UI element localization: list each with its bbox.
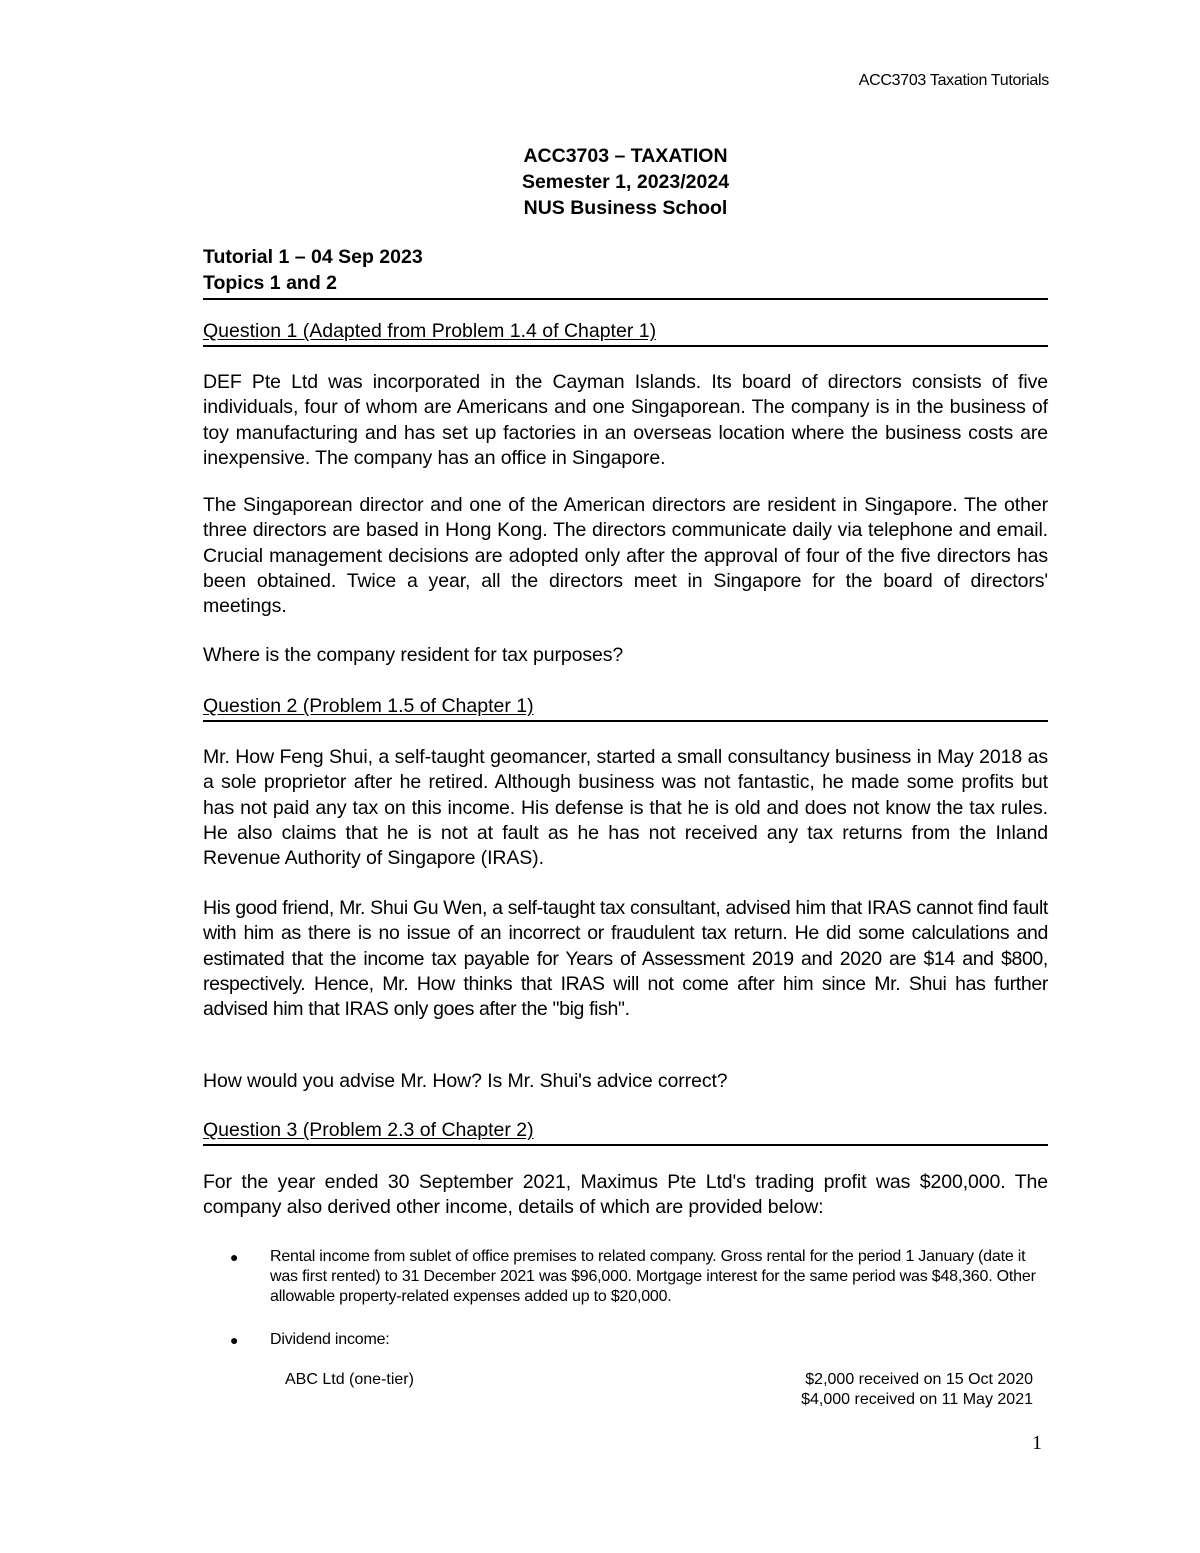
question-2-heading-text: Question 2 (Problem 1.5 of Chapter 1) [203, 695, 534, 717]
question-1-paragraph-2: The Singaporean director and one of the American directors are resident in Singapore. The other three directors are based in Hong Kong. The directors communicate daily via telephone and email. Crucial management decisions are adopted only after the approval of four of the five directors has been obtained. Twice a year, all the directors meet in Singapore for the board of directors' meetings. [203, 494, 1048, 618]
question-3-heading-text: Question 3 (Problem 2.3 of Chapter 2) [203, 1119, 534, 1141]
question-3-heading [203, 1118, 1048, 1146]
bullet-icon: ● [230, 1249, 239, 1265]
question-1-paragraph-1: DEF Pte Ltd was incorporated in the Cayman Islands. Its board of directors consists of five individuals, four of whom are Americans and one Singaporean. The company is in the business of toy manufacturing and has set up factories in an overseas location where the business costs are inexpensive. The company has an office in Singapore. [203, 371, 1048, 469]
running-header: ACC3703 Taxation Tutorials [858, 72, 1049, 89]
dividend-receipt-1: $2,000 received on 15 Oct 2020 [805, 1371, 1033, 1388]
tutorial-block [203, 244, 423, 296]
question-1-heading-text: Question 1 (Adapted from Problem 1.4 of Chapter 1) [203, 320, 657, 342]
page-number: 1 [1032, 1432, 1042, 1454]
dividend-payer: ABC Ltd (one-tier) [285, 1371, 414, 1388]
title-block [203, 143, 1048, 221]
question-2-paragraph-1: Mr. How Feng Shui, a self-taught geomancer, started a small consultancy business in May 2018 as a sole proprietor after he retired. Although business was not fantastic, he made some profits but has not paid any tax on this income. His defense is that he is old and does not know the tax rules. He also claims that he is not at fault as he has not received any tax returns from the Inland Revenue Authority of Singapore (IRAS). [203, 746, 1048, 870]
topics-label: Topics 1 and 2 [203, 272, 338, 294]
section-divider [203, 298, 1048, 300]
dividend-receipts [801, 1370, 1033, 1410]
school-line: NUS Business School [523, 197, 728, 219]
question-2-prompt: How would you advise Mr. How? Is Mr. Shui's advice correct? [203, 1070, 728, 1092]
bullet-icon: ● [230, 1332, 239, 1348]
list-item-text: Dividend income: [270, 1331, 390, 1348]
question-1-heading [203, 319, 1048, 347]
question-1-prompt: Where is the company resident for tax purposes? [203, 644, 624, 666]
question-2-heading [203, 694, 1048, 722]
list-item-text: Rental income from sublet of office premises to related company. Gross rental for the period 1 January (date it was first rented) to 31 December 2021 was $96,000. Mortgage interest for the same period was $48,360. Other allowable property-related expenses added up to $20,000. [270, 1248, 1036, 1305]
dividend-receipt-2: $4,000 received on 11 May 2021 [801, 1391, 1033, 1408]
question-2-paragraph-2: His good friend, Mr. Shui Gu Wen, a self-taught tax consultant, advised him that IRAS cannot find fault with him as there is no issue of an incorrect or fraudulent tax return. He did some calculations and estimated that the income tax payable for Years of Assessment 2019 and 2020 are $14 and $800, respectively. Hence, Mr. How thinks that IRAS will not come after him since Mr. Shui has further advised him that IRAS only goes after the "big fish". [203, 897, 1048, 1021]
question-3-paragraph-1: For the year ended 30 September 2021, Maximus Pte Ltd's trading profit was $200,000. The company also derived other income, details of which are provided below: [203, 1171, 1048, 1219]
tutorial-label: Tutorial 1 – 04 Sep 2023 [203, 246, 423, 268]
semester-line: Semester 1, 2023/2024 [521, 171, 730, 193]
course-title: ACC3703 – TAXATION [523, 145, 728, 167]
